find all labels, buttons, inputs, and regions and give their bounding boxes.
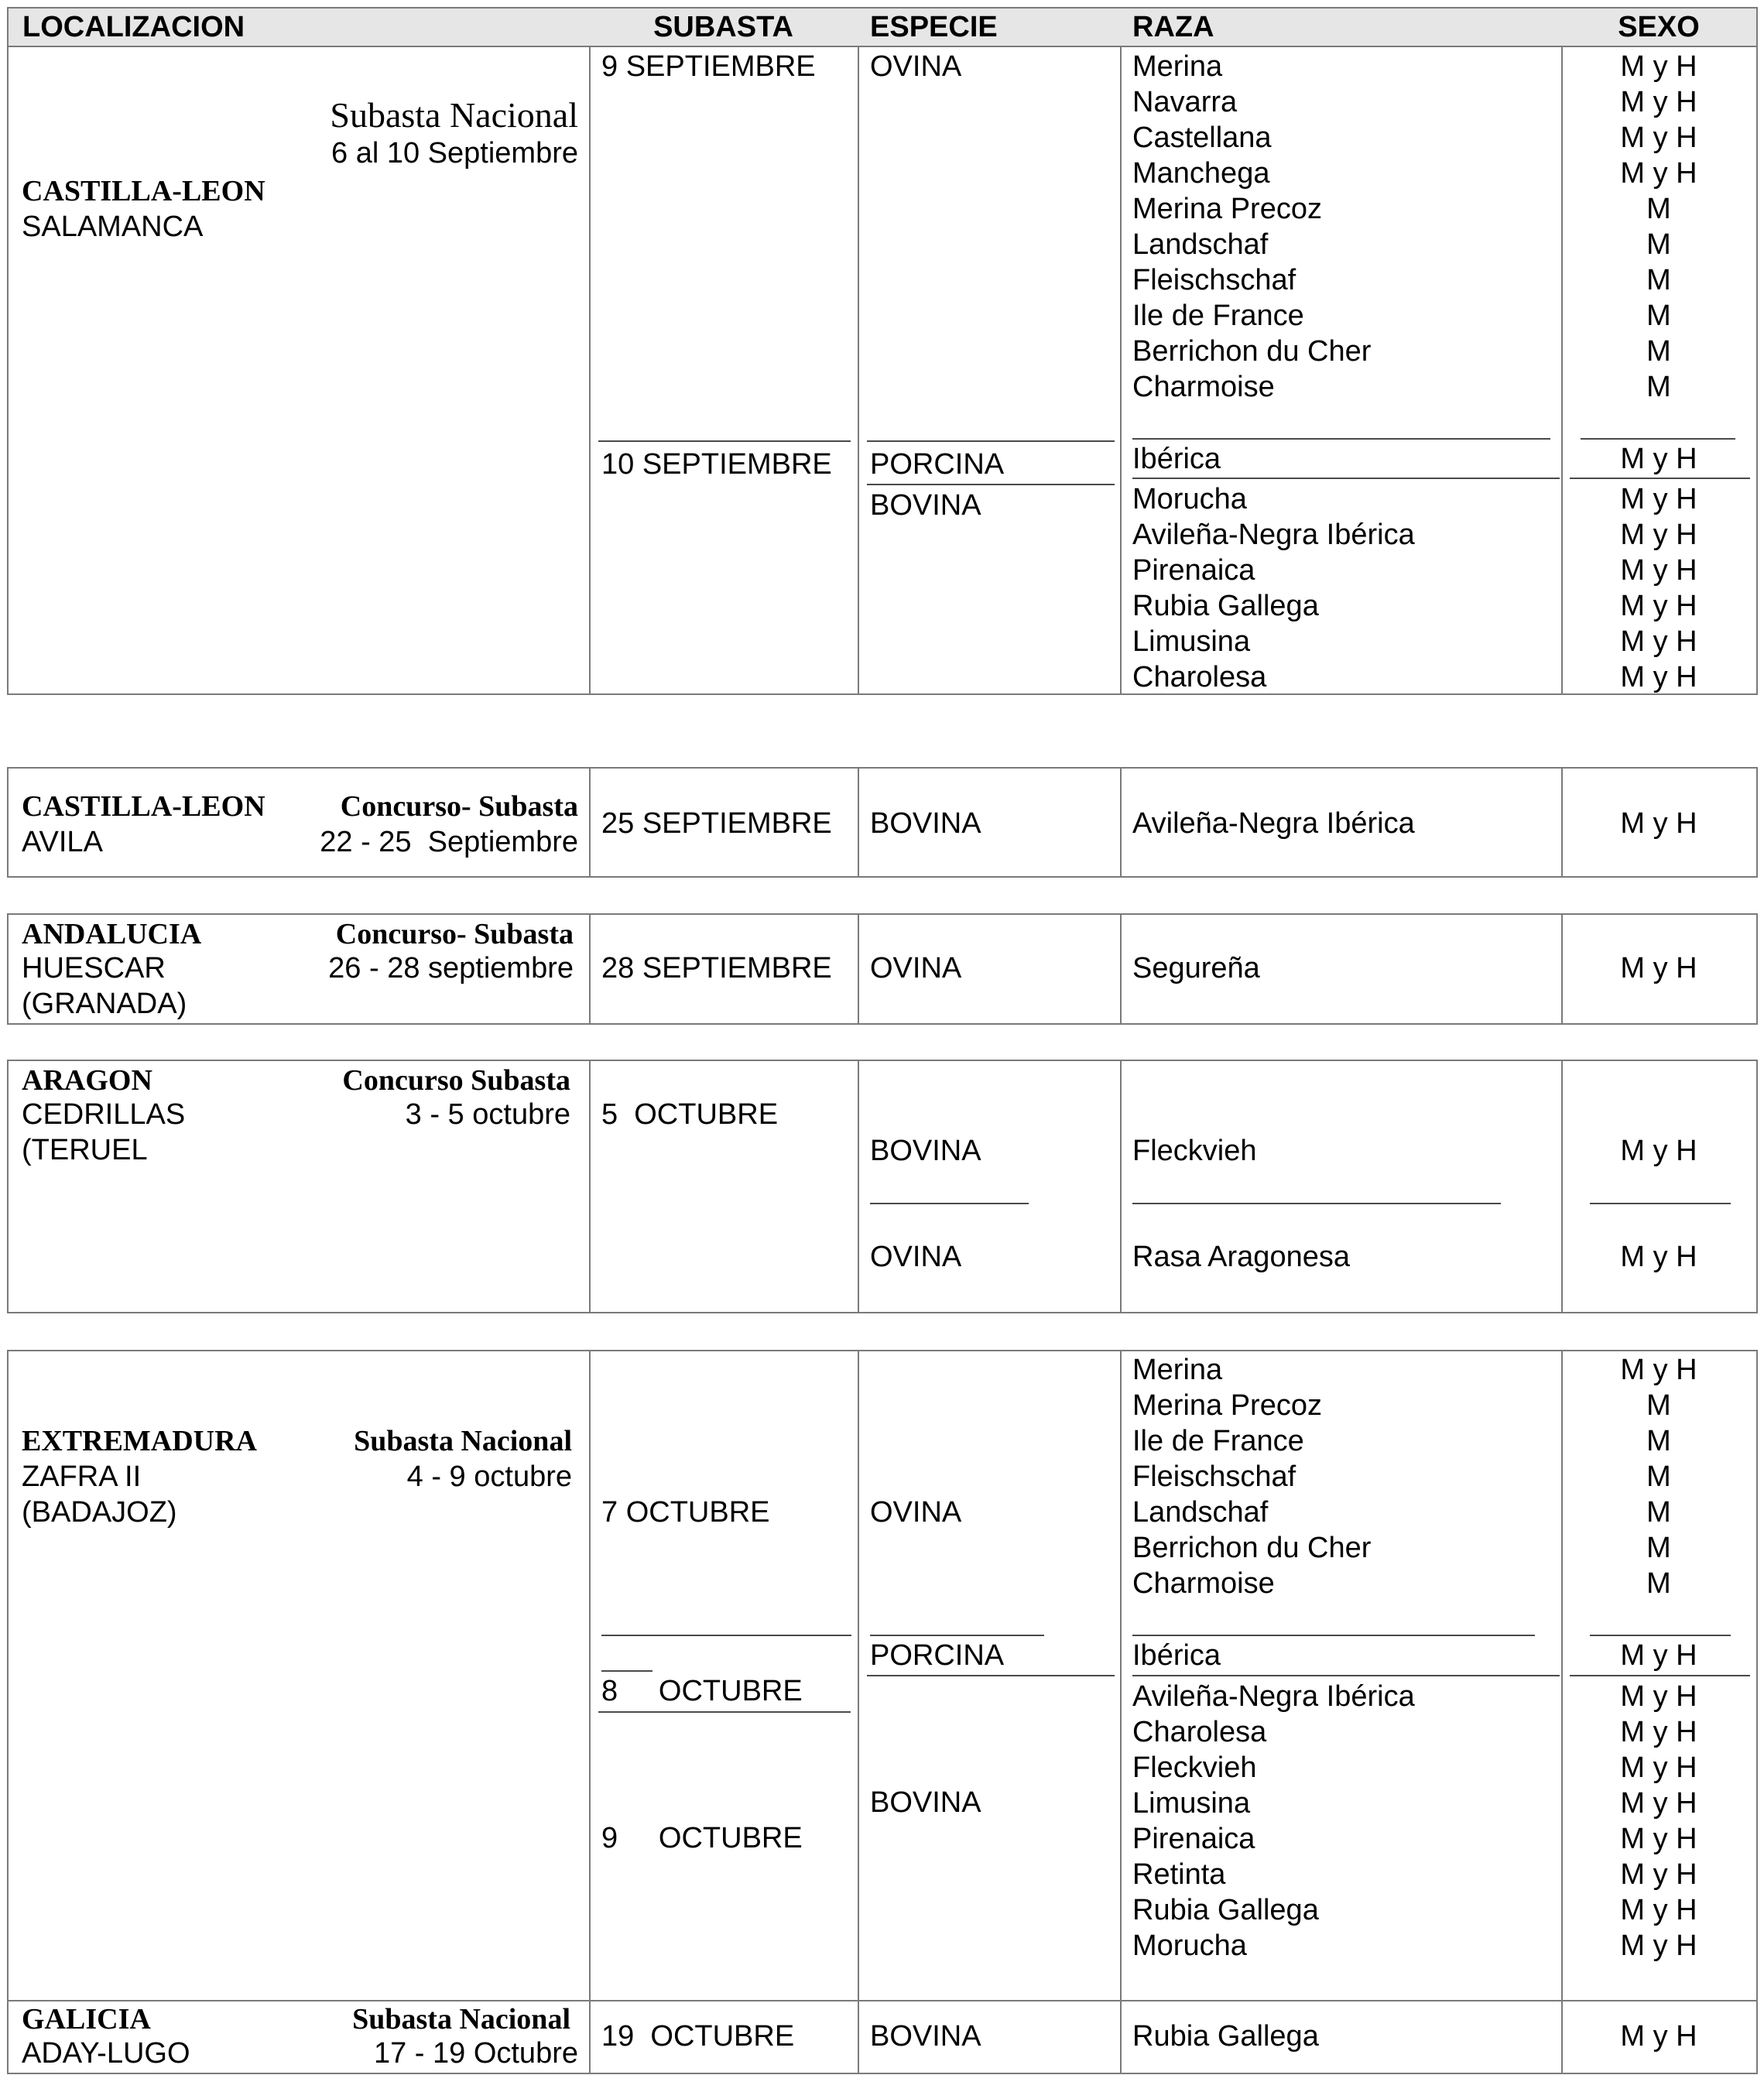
- event-type: Concurso- Subasta: [335, 918, 574, 950]
- sexo-item: M: [1646, 1567, 1671, 1600]
- raza-item: Morucha: [1132, 1929, 1247, 1962]
- especie-bovina: BOVINA: [870, 1786, 981, 1819]
- sexo-galicia: M y H: [1620, 2020, 1697, 2053]
- raza-item: Limusina: [1132, 1787, 1251, 1820]
- raza-item: Rubia Gallega: [1132, 1894, 1319, 1926]
- sexo-item: M y H: [1620, 554, 1697, 587]
- sexo-porcina: M y H: [1620, 443, 1697, 475]
- raza-item: Merina Precoz: [1132, 193, 1322, 225]
- especie-2: OVINA: [870, 1241, 962, 1273]
- raza-item: Ile de France: [1132, 1425, 1304, 1457]
- sexo-item: M y H: [1620, 1751, 1697, 1784]
- raza-item: Fleischschaf: [1132, 264, 1296, 296]
- sexo-item: M: [1646, 335, 1671, 368]
- sexo: M y H: [1620, 952, 1697, 984]
- header-sexo: SEXO: [1618, 11, 1700, 43]
- region-name: CASTILLA-LEON: [22, 175, 265, 207]
- event-type: Concurso Subasta: [342, 1064, 570, 1097]
- especie-porcina: PORCINA: [870, 448, 1005, 481]
- raza-galicia: Rubia Gallega: [1132, 2020, 1319, 2053]
- auction-date: 5 OCTUBRE: [601, 1098, 779, 1131]
- sexo-ovina-list: [1561, 49, 1756, 405]
- header-subasta: SUBASTA: [653, 11, 793, 43]
- razas-bovina-list: [1132, 1679, 1415, 1964]
- region-name: ANDALUCIA: [22, 918, 202, 950]
- city-name-galicia: ADAY-LUGO: [22, 2037, 190, 2070]
- sexo-item: M: [1646, 1425, 1671, 1457]
- raza-item: Ile de France: [1132, 300, 1304, 332]
- region-name: CASTILLA-LEON: [22, 790, 265, 823]
- table-huescar: [7, 913, 1758, 1025]
- raza-item: Charolesa: [1132, 1716, 1267, 1748]
- table-salamanca: [7, 7, 1758, 695]
- sexo-item: M: [1646, 1389, 1671, 1422]
- raza-1: Fleckvieh: [1132, 1135, 1257, 1167]
- especie: BOVINA: [870, 807, 981, 840]
- sexo-item: M y H: [1620, 519, 1697, 551]
- header-raza: RAZA: [1132, 11, 1214, 43]
- city-name: CEDRILLAS: [22, 1098, 186, 1131]
- table-zafra-lugo: [7, 1350, 1758, 2074]
- raza-porcina: Ibérica: [1132, 1639, 1221, 1672]
- sexo-item: M y H: [1620, 1787, 1697, 1820]
- raza-item: Landschaf: [1132, 1496, 1269, 1529]
- event-type-galicia: Subasta Nacional: [352, 2003, 570, 2036]
- table-avila: [7, 767, 1758, 878]
- header-especie: ESPECIE: [870, 11, 998, 43]
- raza-item: Merina: [1132, 1354, 1223, 1386]
- sexo-item: M y H: [1620, 1894, 1697, 1926]
- sexo-item: M: [1646, 300, 1671, 332]
- raza-item: Avileña-Negra Ibérica: [1132, 519, 1415, 551]
- sexo-item: M: [1646, 228, 1671, 261]
- raza-porcina: Ibérica: [1132, 443, 1221, 475]
- raza-2: Rasa Aragonesa: [1132, 1241, 1350, 1273]
- raza-item: Landschaf: [1132, 228, 1269, 261]
- region-name-galicia: GALICIA: [22, 2003, 151, 2036]
- event-dates: 4 - 9 octubre: [406, 1460, 572, 1493]
- razas-bovina-list: [1132, 481, 1415, 695]
- especie: OVINA: [870, 952, 962, 984]
- event-dates: 6 al 10 Septiembre: [331, 137, 578, 169]
- raza-item: Fleckvieh: [1132, 1751, 1257, 1784]
- especie-galicia: BOVINA: [870, 2020, 981, 2053]
- city-name: SALAMANCA: [22, 211, 204, 243]
- sexo-2: M y H: [1620, 1241, 1697, 1273]
- sexo-1: M y H: [1620, 1135, 1697, 1167]
- raza-item: Charmoise: [1132, 1567, 1275, 1600]
- sexo-ovina-list: [1561, 1352, 1756, 1601]
- raza-item: Merina Precoz: [1132, 1389, 1322, 1422]
- raza-item: Berrichon du Cher: [1132, 1532, 1372, 1564]
- auction-date-galicia: 19 OCTUBRE: [601, 2020, 795, 2053]
- sexo-item: M y H: [1620, 1680, 1697, 1713]
- raza-item: Avileña-Negra Ibérica: [1132, 1680, 1415, 1713]
- sexo-bovina-list: [1561, 481, 1756, 695]
- raza-item: Merina: [1132, 50, 1223, 83]
- especie-ovina: OVINA: [870, 50, 962, 83]
- sexo-porcina: M y H: [1620, 1639, 1697, 1672]
- raza: Segureña: [1132, 952, 1260, 984]
- region-name: ARAGON: [22, 1064, 152, 1097]
- event-dates: 22 - 25 Septiembre: [320, 826, 578, 858]
- razas-ovina-list: [1132, 49, 1371, 405]
- sexo-item: M y H: [1620, 590, 1697, 622]
- raza-item: Fleischschaf: [1132, 1460, 1296, 1493]
- event-dates: 26 - 28 septiembre: [328, 952, 574, 984]
- sexo-item: M y H: [1620, 122, 1697, 154]
- raza-item: Pirenaica: [1132, 554, 1255, 587]
- razas-ovina-list: [1132, 1352, 1371, 1601]
- especie-porcina: PORCINA: [870, 1639, 1005, 1672]
- date-porcina: 10 SEPTIEMBRE: [601, 448, 832, 481]
- sexo-item: M y H: [1620, 1929, 1697, 1962]
- city-name: ZAFRA II: [22, 1460, 142, 1493]
- sexo-item: M y H: [1620, 625, 1697, 658]
- date-ovina: 7 OCTUBRE: [601, 1496, 770, 1529]
- raza-item: Manchega: [1132, 157, 1270, 190]
- especie-1: BOVINA: [870, 1135, 981, 1167]
- date-ovina: 9 SEPTIEMBRE: [601, 50, 816, 83]
- city-name: AVILA: [22, 826, 103, 858]
- sexo-item: M y H: [1620, 157, 1697, 190]
- raza-item: Charolesa: [1132, 661, 1267, 693]
- event-dates: 3 - 5 octubre: [405, 1098, 570, 1131]
- sexo-item: M: [1646, 193, 1671, 225]
- raza: Avileña-Negra Ibérica: [1132, 807, 1415, 840]
- sexo-item: M y H: [1620, 1354, 1697, 1386]
- sexo-item: M: [1646, 1460, 1671, 1493]
- sexo-item: M: [1646, 371, 1671, 403]
- province-name: (BADAJOZ): [22, 1496, 177, 1529]
- province-name: (TERUEL: [22, 1134, 148, 1166]
- table-cedrillas: [7, 1060, 1758, 1313]
- raza-item: Morucha: [1132, 483, 1247, 515]
- sexo-item: M y H: [1620, 661, 1697, 693]
- auction-date: 28 SEPTIEMBRE: [601, 952, 832, 984]
- header-localizacion: LOCALIZACION: [22, 11, 245, 43]
- sexo-bovina-list: [1561, 1679, 1756, 1964]
- sexo-item: M y H: [1620, 50, 1697, 83]
- especie-ovina: OVINA: [870, 1496, 962, 1529]
- raza-item: Retinta: [1132, 1858, 1226, 1891]
- sexo-item: M: [1646, 264, 1671, 296]
- event-type: Subasta Nacional: [330, 95, 578, 135]
- province-name: (GRANADA): [22, 988, 187, 1020]
- event-dates-galicia: 17 - 19 Octubre: [373, 2037, 578, 2070]
- raza-item: Navarra: [1132, 86, 1238, 118]
- sexo-item: M y H: [1620, 1716, 1697, 1748]
- date-porcina: 8 OCTUBRE: [601, 1675, 803, 1707]
- sexo-item: M y H: [1620, 1823, 1697, 1855]
- event-type: Concurso- Subasta: [340, 790, 578, 823]
- sexo-item: M: [1646, 1496, 1671, 1529]
- raza-item: Pirenaica: [1132, 1823, 1255, 1855]
- auction-date: 25 SEPTIEMBRE: [601, 807, 832, 840]
- raza-item: Berrichon du Cher: [1132, 335, 1372, 368]
- raza-item: Castellana: [1132, 122, 1272, 154]
- raza-item: Rubia Gallega: [1132, 590, 1319, 622]
- region-name: EXTREMADURA: [22, 1425, 257, 1457]
- city-name: HUESCAR: [22, 952, 166, 984]
- event-type: Subasta Nacional: [354, 1425, 572, 1457]
- especie-bovina: BOVINA: [870, 489, 981, 522]
- sexo-item: M: [1646, 1532, 1671, 1564]
- date-bovina: 9 OCTUBRE: [601, 1822, 803, 1854]
- raza-item: Limusina: [1132, 625, 1251, 658]
- sexo: M y H: [1620, 807, 1697, 840]
- sexo-item: M y H: [1620, 86, 1697, 118]
- raza-item: Charmoise: [1132, 371, 1275, 403]
- sexo-item: M y H: [1620, 1858, 1697, 1891]
- sexo-item: M y H: [1620, 483, 1697, 515]
